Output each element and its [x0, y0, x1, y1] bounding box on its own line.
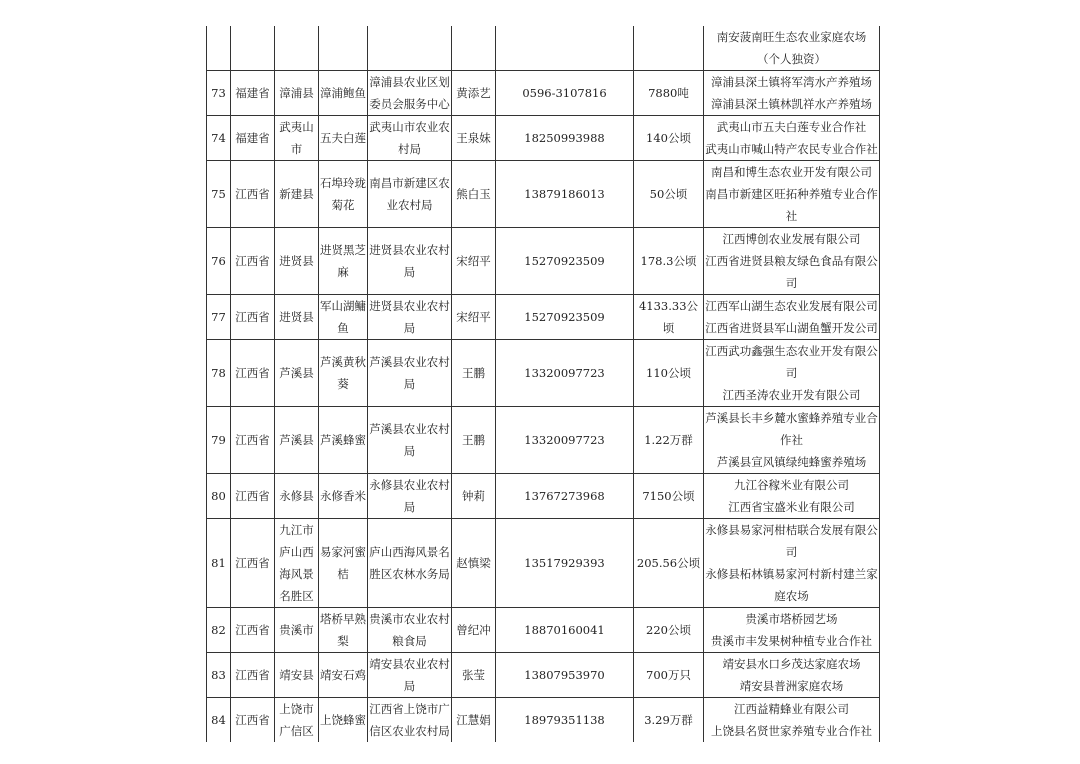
cell-province: 江西省 — [231, 653, 275, 698]
enterprise-name: 漳浦县深土镇将军湾水产养殖场 — [711, 75, 872, 89]
cell-county: 芦溪县 — [275, 407, 319, 474]
cell-scale: 7150公顷 — [634, 474, 704, 519]
cell-province: 江西省 — [231, 407, 275, 474]
cell-phone: 18870160041 — [496, 608, 634, 653]
cell-contact: 赵慎梁 — [452, 519, 496, 608]
table-row — [207, 407, 880, 474]
cell-province: 江西省 — [231, 340, 275, 407]
cell-county: 进贤县 — [275, 228, 319, 295]
cell-contact: 王鹏 — [452, 340, 496, 407]
cell-department — [368, 26, 452, 71]
cell-scale: 1.22万群 — [634, 407, 704, 474]
cell-product: 芦溪黄秋葵 — [319, 340, 368, 407]
table-row — [207, 161, 880, 228]
table-row — [207, 608, 880, 653]
cell-department: 进贤县农业农村局 — [368, 228, 452, 295]
cell-product: 芦溪蜂蜜 — [319, 407, 368, 474]
cell-department: 贵溪市农业农村粮食局 — [368, 608, 452, 653]
cell-product: 永修香米 — [319, 474, 368, 519]
cell-product: 上饶蜂蜜 — [319, 698, 368, 743]
cell-county: 新建县 — [275, 161, 319, 228]
enterprise-name: 贵溪市塔桥园艺场 — [745, 612, 838, 626]
cell-county: 贵溪市 — [275, 608, 319, 653]
cell-contact: 王泉妹 — [452, 116, 496, 161]
table-row — [207, 228, 880, 295]
cell-enterprises — [704, 161, 880, 228]
enterprise-name: 江西军山湖生态农业发展有限公司 — [705, 299, 878, 313]
cell-phone: 13807953970 — [496, 653, 634, 698]
cell-province: 江西省 — [231, 608, 275, 653]
cell-contact: 曾纪冲 — [452, 608, 496, 653]
cell-enterprises — [704, 474, 880, 519]
cell-department: 进贤县农业农村局 — [368, 295, 452, 340]
cell-county: 上饶市广信区 — [275, 698, 319, 743]
cell-department: 靖安县农业农村局 — [368, 653, 452, 698]
cell-contact: 江慧娟 — [452, 698, 496, 743]
cell-county: 芦溪县 — [275, 340, 319, 407]
enterprise-name: 江西省进贤县粮友绿色食品有限公司 — [705, 254, 878, 290]
cell-no: 76 — [207, 228, 231, 295]
cell-phone: 18979351138 — [496, 698, 634, 743]
cell-scale: 3.29万群 — [634, 698, 704, 743]
enterprise-name: 江西圣涛农业开发有限公司 — [722, 388, 861, 402]
enterprise-name: 靖安县水口乡茂达家庭农场 — [722, 657, 861, 671]
enterprise-name: 永修县易家河柑桔联合发展有限公司 — [705, 523, 878, 559]
cell-product: 进贤黑芝麻 — [319, 228, 368, 295]
cell-contact: 熊白玉 — [452, 161, 496, 228]
enterprise-name: 江西省宝盛米业有限公司 — [728, 500, 855, 514]
cell-no: 81 — [207, 519, 231, 608]
enterprise-name: 南昌和博生态农业开发有限公司 — [711, 165, 872, 179]
agri-product-table — [206, 26, 880, 742]
cell-province: 江西省 — [231, 474, 275, 519]
cell-department: 永修县农业农村局 — [368, 474, 452, 519]
enterprise-name: 永修县柘林镇易家河村新村建兰家庭农场 — [705, 567, 878, 603]
enterprise-name: 芦溪县宣风镇绿纯蜂蜜养殖场 — [716, 455, 867, 469]
enterprise-name: 南安菠南旺生态农业家庭农场（个人独资） — [716, 30, 867, 66]
cell-no: 83 — [207, 653, 231, 698]
cell-enterprises — [704, 116, 880, 161]
cell-department: 芦溪县农业农村局 — [368, 340, 452, 407]
enterprise-name: 南昌市新建区旺拓种养殖专业合作社 — [705, 187, 878, 223]
table-row — [207, 116, 880, 161]
cell-enterprises — [704, 340, 880, 407]
cell-no — [207, 26, 231, 71]
cell-no: 75 — [207, 161, 231, 228]
cell-department: 武夷山市农业农村局 — [368, 116, 452, 161]
cell-phone: 15270923509 — [496, 295, 634, 340]
enterprise-name: 江西武功鑫强生态农业开发有限公司 — [705, 344, 878, 380]
cell-province: 福建省 — [231, 116, 275, 161]
table-row — [207, 340, 880, 407]
cell-product: 石埠玲珑菊花 — [319, 161, 368, 228]
cell-enterprises — [704, 295, 880, 340]
cell-phone: 13517929393 — [496, 519, 634, 608]
cell-scale: 4133.33公顷 — [634, 295, 704, 340]
cell-no: 73 — [207, 71, 231, 116]
cell-department: 芦溪县农业农村局 — [368, 407, 452, 474]
cell-county — [275, 26, 319, 71]
table-row — [207, 474, 880, 519]
cell-scale: 700万只 — [634, 653, 704, 698]
enterprise-name: 江西省进贤县军山湖鱼蟹开发公司 — [705, 321, 878, 335]
cell-enterprises — [704, 71, 880, 116]
cell-county: 武夷山市 — [275, 116, 319, 161]
cell-phone: 0596-3107816 — [496, 71, 634, 116]
enterprise-name: 武夷山市喊山特产农民专业合作社 — [705, 142, 878, 156]
cell-phone: 13320097723 — [496, 340, 634, 407]
enterprise-name: 靖安县普洲家庭农场 — [739, 679, 844, 693]
cell-contact: 王鹏 — [452, 407, 496, 474]
cell-scale: 50公顷 — [634, 161, 704, 228]
cell-scale: 205.56公顷 — [634, 519, 704, 608]
enterprise-name: 江西益精蜂业有限公司 — [734, 702, 849, 716]
cell-department: 漳浦县农业区划委员会服务中心 — [368, 71, 452, 116]
cell-no: 80 — [207, 474, 231, 519]
enterprise-name: 上饶县名贤世家养殖专业合作社 — [711, 724, 872, 738]
enterprise-name: 九江谷稼米业有限公司 — [734, 478, 849, 492]
table-row — [207, 295, 880, 340]
cell-enterprises — [704, 26, 880, 71]
cell-contact: 黄添艺 — [452, 71, 496, 116]
cell-no: 84 — [207, 698, 231, 743]
cell-contact: 宋绍平 — [452, 228, 496, 295]
cell-province: 江西省 — [231, 161, 275, 228]
cell-scale: 7880吨 — [634, 71, 704, 116]
cell-phone: 13879186013 — [496, 161, 634, 228]
enterprise-name: 江西博创农业发展有限公司 — [722, 232, 861, 246]
cell-scale: 140公顷 — [634, 116, 704, 161]
cell-province: 江西省 — [231, 519, 275, 608]
table-row — [207, 653, 880, 698]
cell-province: 福建省 — [231, 71, 275, 116]
cell-contact: 张莹 — [452, 653, 496, 698]
cell-no: 78 — [207, 340, 231, 407]
cell-province: 江西省 — [231, 228, 275, 295]
cell-product — [319, 26, 368, 71]
cell-phone: 13320097723 — [496, 407, 634, 474]
cell-department: 江西省上饶市广信区农业农村局 — [368, 698, 452, 743]
cell-product: 漳浦鲍鱼 — [319, 71, 368, 116]
cell-province — [231, 26, 275, 71]
cell-contact: 宋绍平 — [452, 295, 496, 340]
cell-no: 77 — [207, 295, 231, 340]
cell-enterprises — [704, 228, 880, 295]
cell-no: 79 — [207, 407, 231, 474]
cell-enterprises — [704, 608, 880, 653]
cell-no: 82 — [207, 608, 231, 653]
cell-scale: 178.3公顷 — [634, 228, 704, 295]
cell-contact: 钟莉 — [452, 474, 496, 519]
table-row — [207, 519, 880, 608]
cell-enterprises — [704, 407, 880, 474]
table-row — [207, 698, 880, 743]
cell-county: 靖安县 — [275, 653, 319, 698]
table-row — [207, 71, 880, 116]
table-row-continued — [207, 26, 880, 71]
cell-scale: 220公顷 — [634, 608, 704, 653]
cell-enterprises — [704, 653, 880, 698]
cell-province: 江西省 — [231, 295, 275, 340]
cell-province: 江西省 — [231, 698, 275, 743]
cell-county: 九江市庐山西海风景名胜区 — [275, 519, 319, 608]
cell-product: 靖安石鸡 — [319, 653, 368, 698]
cell-no: 74 — [207, 116, 231, 161]
cell-scale: 110公顷 — [634, 340, 704, 407]
cell-department: 庐山西海风景名胜区农林水务局 — [368, 519, 452, 608]
enterprise-name: 漳浦县深土镇林凯祥水产养殖场 — [711, 97, 872, 111]
cell-product: 五夫白莲 — [319, 116, 368, 161]
cell-department: 南昌市新建区农业农村局 — [368, 161, 452, 228]
cell-county: 永修县 — [275, 474, 319, 519]
cell-county: 漳浦县 — [275, 71, 319, 116]
cell-phone — [496, 26, 634, 71]
cell-phone: 15270923509 — [496, 228, 634, 295]
cell-product: 塔桥早熟梨 — [319, 608, 368, 653]
cell-county: 进贤县 — [275, 295, 319, 340]
cell-scale — [634, 26, 704, 71]
enterprise-name: 芦溪县长丰乡麓水蜜蜂养殖专业合作社 — [705, 411, 878, 447]
cell-enterprises — [704, 698, 880, 743]
cell-phone: 18250993988 — [496, 116, 634, 161]
cell-contact — [452, 26, 496, 71]
cell-phone: 13767273968 — [496, 474, 634, 519]
enterprise-name: 武夷山市五夫白莲专业合作社 — [716, 120, 867, 134]
cell-product: 易家河蜜桔 — [319, 519, 368, 608]
cell-product: 军山湖鳙鱼 — [319, 295, 368, 340]
cell-enterprises — [704, 519, 880, 608]
enterprise-name: 贵溪市丰发果树种植专业合作社 — [711, 634, 872, 648]
